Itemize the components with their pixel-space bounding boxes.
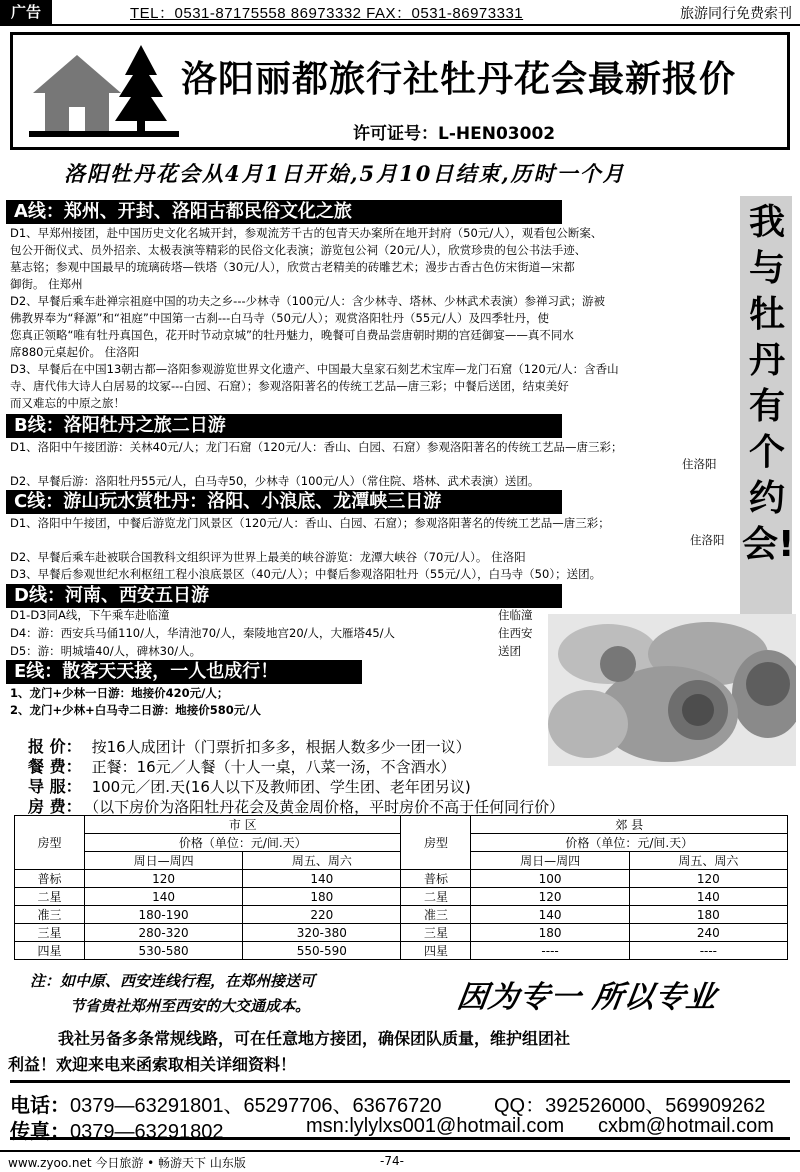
room-type-header: 房型 (15, 816, 85, 870)
section-e-line: 1、龙门+少林一日游：地接价420元/人； (10, 686, 229, 700)
section-a-line: 御街。 住郑州 (10, 277, 83, 291)
section-a-line: 寺、唐代伟大诗人白居易的坟冢---白园、石窟）；参观洛阳著名的传统工艺品—唐三彩；中餐后送团，结束美好 (10, 379, 569, 393)
footer-rule (0, 1150, 800, 1152)
section-c-line: D2、早餐后乘车赴被联合国教科文组织评为世界上最美的峡谷游览：龙潭大峡谷（70元/人）。 住洛阳 (10, 550, 526, 564)
section-a-line: 佛教界奉为“释源”和“祖庭”中国第一古刹---白马寺（50元/人）；观赏洛阳牡丹（55元/人）及四季牡丹，使 (10, 311, 550, 325)
section-a-line: 您真正领略“唯有牡丹真国色，花开时节动京城”的牡丹魅力，晚餐可自费品尝唐朝时期的宫廷御宴——真不同水 (10, 328, 574, 342)
msn-address[interactable]: msn:lylylxs001@hotmail.com (306, 1115, 565, 1137)
section-d-stay: 送团 (498, 644, 521, 658)
section-d-stay: 住临潼 (498, 608, 533, 622)
section-c-title: C线：游山玩水赏牡丹：洛阳、小浪底、龙潭峡三日游 (6, 490, 562, 514)
footer-site: www.zyoo.net 今日旅游 • 畅游天下 山东版 (8, 1156, 246, 1170)
section-c-line: D3、早餐后参观世纪水利枢纽工程小浪底景区（40元/人）；中餐后参观洛阳牡丹（55元/人），白马寺（50）；送团。 (10, 567, 602, 581)
section-a-line: 而又难忘的中原之旅！ (10, 396, 125, 410)
section-a-line: D2、早餐后乘车赴禅宗祖庭中国的功夫之乡---少林寺（100元/人：含少林寺、塔林、少林武术表演）参禅习武；游被 (10, 294, 605, 308)
ad-tag: 广告 (0, 0, 52, 24)
city-header: 市 区 (85, 816, 401, 834)
note-line: 注：如中原、西安连线行程，在郑州接送可 (30, 972, 316, 990)
promo-line: 我社另备多条常规线路，可在任意地方接团，确保团队质量，维护组团社 (58, 1029, 571, 1048)
table-row: 二星 140 180 二星 120 140 (15, 888, 788, 906)
table-row: 三星 280-320 320-380 三星 180 240 (15, 924, 788, 942)
weekend-header: 周五、周六 (243, 852, 401, 870)
section-b-title: B线：洛阳牡丹之旅二日游 (6, 414, 562, 438)
weekday-header: 周日—周四 (471, 852, 629, 870)
header-box (10, 32, 790, 150)
section-a-line: D3、早餐后在中国13朝古都—洛阳参观游览世界文化遗产、中国最大皇家石刻艺术宝库—龙门石窟（120元/人：含香山 (10, 362, 619, 376)
contact-box (10, 1080, 790, 1143)
page-number: -74- (380, 1154, 404, 1168)
price-unit: 价格（单位：元/间.天） (471, 834, 788, 852)
top-right-label: 旅游同行免费索刊 (680, 6, 792, 22)
term-quote: 报 价： 按16人成团计（门票折扣多多，根据人数多少一团一议） (28, 737, 471, 756)
section-e-line: 2、龙门+少林+白马寺二日游：地接价580元/人 (10, 703, 261, 717)
table-row: 准三 180-190 220 准三 140 180 (15, 906, 788, 924)
section-a-line: 墓志铭；参观中国最早的琉璃砖塔—铁塔（30元/人），欣赏古老精美的砖雕艺术；漫步古香古色仿宋街道—宋都 (10, 260, 575, 274)
email-address[interactable]: cxbm@hotmail.com (598, 1115, 774, 1137)
section-a-line: 包公开衙仪式、员外招亲、太极表演等精彩的民俗文化表演；游览包公祠（20元/人），欣赏珍贵的包公书法手迹、 (10, 243, 587, 257)
section-c-line: D1、洛阳中午接团，中餐后游览龙门风景区（120元/人：香山、白园、石窟）；参观洛阳著名的传统工艺品—唐三彩； (10, 516, 610, 530)
peony-flower-photo (548, 614, 796, 766)
section-a-line: 席880元桌起价。 住洛阳 (10, 345, 140, 359)
license-number: 许可证号：L-HEN03002 (353, 124, 556, 144)
page-title: 洛阳丽都旅行社牡丹花会最新报价 (181, 59, 737, 100)
term-room: 房 费： （以下房价为洛阳牡丹花会及黄金周价格，平时房价不高于任何同行价） (28, 797, 565, 816)
section-c-stay: 住洛阳 (690, 533, 725, 547)
fax-line: 传真：0379—63291802 (10, 1119, 224, 1143)
side-slogan: 我与牡丹有个约会! (742, 202, 795, 565)
house-tree-logo-icon (29, 41, 179, 141)
promo-line: 利益！欢迎来电来函索取相关详细资料！ (8, 1055, 297, 1074)
term-meals: 餐 费： 正餐：16元／人餐（十人一桌，八菜一汤，不含酒水） (28, 757, 456, 776)
weekday-header: 周日—周四 (85, 852, 243, 870)
price-unit: 价格（单位：元/间.天） (85, 834, 401, 852)
top-contact-line: TEL：0531-87175558 86973332 FAX：0531-86973331 (130, 5, 524, 22)
section-e-title: E线：散客天天接，一人也成行！ (6, 660, 362, 684)
note-line: 节省贵社郑州至西安的大交通成本。 (70, 997, 311, 1015)
term-guide: 导 服： 100元／团.天(16人以下及教师团、学生团、老年团另议) (28, 777, 471, 796)
section-d-line: D4：游：西安兵马俑110/人，华清池70/人，秦陵地宫20/人，大雁塔45/人 (10, 626, 396, 640)
section-d-line: D5：游：明城墙40/人，碑林30/人。 (10, 644, 202, 658)
table-row: 四星 530-580 550-590 四星 ---- ---- (15, 942, 788, 960)
county-header: 郊 县 (471, 816, 788, 834)
section-a-line: D1、早郑州接团，赴中国历史文化名城开封，参观流芳千古的包青天办案所在地开封府（50元/人），观看包公断案、 (10, 226, 603, 240)
festival-date-line: 洛阳牡丹花会从4月1日开始,5月10日结束,历时一个月 (64, 161, 626, 186)
section-d-stay: 住西安 (498, 626, 533, 640)
weekend-header: 周五、周六 (629, 852, 787, 870)
section-b-line: D2、早餐后游：洛阳牡丹55元/人，白马寺50，少林寺（100元/人）（常住院、塔林、武术表演）送团。 (10, 474, 540, 488)
room-type-header: 房型 (401, 816, 471, 870)
table-row: 普标 120 140 普标 100 120 (15, 870, 788, 888)
section-b-stay: 住洛阳 (682, 457, 717, 471)
section-d-line: D1-D3同A线，下午乘车赴临潼 (10, 608, 170, 622)
specialty-slogan: 因为专一 所以专业 (455, 980, 720, 1015)
phone-line: 电话：0379—63291801、65297706、63676720 (10, 1093, 442, 1117)
room-price-table (14, 815, 788, 960)
section-a-title: A线：郑州、开封、洛阳古都民俗文化之旅 (6, 200, 562, 224)
section-b-line: D1、洛阳中午接团游：关林40元/人；龙门石窟（120元/人：香山、白园、石窟）参观洛阳著名的传统工艺品—唐三彩； (10, 440, 623, 454)
section-d-title: D线：河南、西安五日游 (6, 584, 562, 608)
qq-line: QQ：392526000、569909262 (494, 1095, 766, 1117)
